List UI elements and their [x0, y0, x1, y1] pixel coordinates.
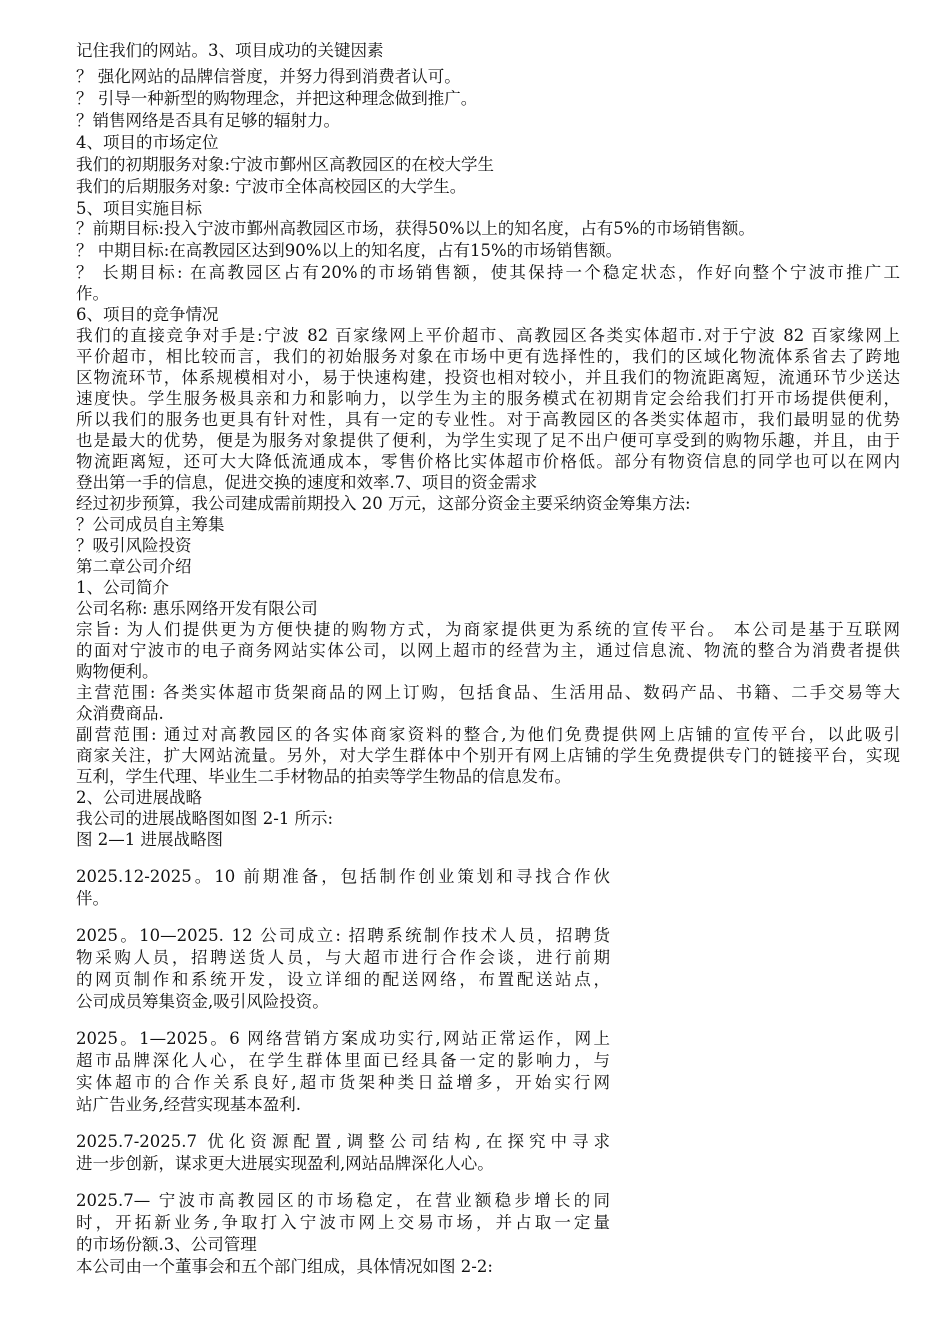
strategy-stage-line: 物采购人员，招聘送货人员，与大超市进行合作会谈，进行前期 — [76, 948, 610, 967]
text-line: ？ 引导一种新型的购物理念，并把这种理念做到推广。 — [76, 89, 478, 108]
text-line: ？ 长期目标: 在高教园区占有20%的市场销售额，使其保持一个稳定状态，作好向整个宁波市推广工 — [76, 263, 900, 282]
text-line: ？ 强化网站的品牌信誉度，并努力得到消费者认可。 — [76, 67, 461, 86]
text-line: 本公司由一个董事会和五个部门组成，具体情况如图 2-2: — [76, 1257, 493, 1276]
section-heading: 1、公司简介 — [76, 578, 169, 597]
paragraph-line: 商家关注，扩大网站流量。另外，对大学生群体中个别开有网上店铺的学生免费提供专门的链接平台，实现 — [76, 746, 900, 765]
strategy-stage-line: 的市场份额.3、公司管理 — [76, 1235, 257, 1254]
strategy-stage-line: 时，开拓新业务,争取打入宁波市网上交易市场，并占取一定量 — [76, 1213, 610, 1232]
strategy-stage-line: 2025.7— 宁波市高教园区的市场稳定，在营业额稳步增长的同 — [76, 1191, 610, 1210]
text-line: 作。 — [76, 284, 109, 303]
text-line: 经过初步预算，我公司建成需前期投入 20 万元，这部分资金主要采纳资金筹集方法: — [76, 494, 691, 513]
paragraph-line: 众消费商品. — [76, 704, 164, 723]
text-line: ？公司成员自主筹集 — [76, 515, 225, 534]
paragraph-line: 的面对宁波市的电子商务网站实体公司，以网上超市的经营为主，通过信息流、物流的整合为消费者提供 — [76, 641, 900, 660]
strategy-stage-line: 实体超市的合作关系良好,超市货架种类日益增多，开始实行网 — [76, 1073, 610, 1092]
text-line: 我们的后期服务对象: 宁波市全体高校园区的大学生。 — [76, 177, 467, 196]
text-line: 我公司的进展战略图如图 2-1 所示: — [76, 809, 334, 828]
section-heading: 6、项目的竞争情况 — [76, 305, 219, 324]
paragraph-line: 互利，学生代理、毕业生二手材物品的拍卖等学生物品的信息发布。 — [76, 767, 571, 786]
section-heading: 4、项目的市场定位 — [76, 133, 219, 152]
paragraph-line: 主营范围: 各类实体超市货架商品的网上订购，包括食品、生活用品、数码产品、书籍、二手交易等大 — [76, 683, 900, 702]
chapter-heading: 第二章公司介绍 — [76, 557, 192, 576]
strategy-stage-line: 2025。1—2025。6 网络营销方案成功实行,网站正常运作，网上 — [76, 1029, 610, 1048]
strategy-stage-line: 公司成员筹集资金,吸引风险投资。 — [76, 992, 329, 1011]
text-line: 记住我们的网站。3、项目成功的关键因素 — [76, 41, 384, 60]
paragraph-line: 速度快。学生服务极具亲和力和影响力，以学生为主的服务模式在初期肯定会给我们打开市场提供便利， — [76, 389, 900, 408]
text-line: ？ 中期目标:在高教园区达到90%以上的知名度，占有15%的市场销售额。 — [76, 241, 623, 260]
paragraph-line: 宗旨: 为人们提供更为方便快捷的购物方式，为商家提供更为系统的宣传平台。 本公司是基于互联网 — [76, 620, 900, 639]
paragraph-line: 区物流环节，体系规模相对小，易于快速构建，投资也相对较小，并且我们的物流距离短，流通环节少送达 — [76, 368, 900, 387]
strategy-stage-line: 2025.7-2025.7 优化资源配置,调整公司结构,在探究中寻求 — [76, 1132, 610, 1151]
section-heading: 2、公司进展战略 — [76, 788, 202, 807]
paragraph-line: 所以我们的服务也更具有针对性，具有一定的专业性。对于高教园区的各类实体超市，我们最明显的优势 — [76, 410, 900, 429]
strategy-stage-line: 站广告业务,经营实现基本盈利. — [76, 1095, 301, 1114]
paragraph-line: 也是最大的优势，便是为服务对象提供了便利，为学生实现了足不出户便可享受到的购物乐趣，并且，由于 — [76, 431, 900, 450]
paragraph-line: 我们的直接竞争对手是:宁波 82 百家缘网上平价超市、高教园区各类实体超市.对于宁波 82 百家缘网上 — [76, 326, 900, 345]
strategy-stage-line: 进一步创新，谋求更大进展实现盈利,网站品牌深化人心。 — [76, 1154, 494, 1173]
figure-caption: 图 2—1 进展战略图 — [76, 830, 223, 849]
paragraph-line: 物流距离短，还可大大降低流通成本，零售价格比实体超市价格低。部分有物资信息的同学也可以在网内 — [76, 452, 900, 471]
strategy-stage-line: 2025。10—2025. 12 公司成立: 招聘系统制作技术人员，招聘货 — [76, 926, 610, 945]
strategy-stage-line: 的网页制作和系统开发，设立详细的配送网络，布置配送站点， — [76, 970, 610, 989]
paragraph-line: 登出第一手的信息，促进交换的速度和效率.7、项目的资金需求 — [76, 473, 538, 492]
text-line: ？前期目标:投入宁波市鄞州高教园区市场，获得50%以上的知名度，占有5%的市场销售额。 — [76, 219, 755, 238]
paragraph-line: 副营范围: 通过对高教园区的各实体商家资料的整合,为他们免费提供网上店铺的宣传平台，以此吸引 — [76, 725, 900, 744]
text-line: 公司名称: 惠乐网络开发有限公司 — [76, 599, 318, 618]
paragraph-line: 购物便利。 — [76, 662, 159, 681]
strategy-stage-line: 2025.12-2025。10 前期准备，包括制作创业策划和寻找合作伙 — [76, 867, 610, 886]
text-line: ？吸引风险投资 — [76, 536, 192, 555]
strategy-stage-line: 伴。 — [76, 889, 109, 908]
strategy-stage-line: 超市品牌深化人心，在学生群体里面已经具备一定的影响力，与 — [76, 1051, 610, 1070]
section-heading: 5、项目实施目标 — [76, 199, 202, 218]
paragraph-line: 平价超市，相比较而言，我们的初始服务对象在市场中更有选择性的，我们的区域化物流体系省去了跨地 — [76, 347, 900, 366]
text-line: ？销售网络是否具有足够的辐射力。 — [76, 111, 340, 130]
text-line: 我们的初期服务对象:宁波市鄞州区高教园区的在校大学生 — [76, 155, 495, 174]
